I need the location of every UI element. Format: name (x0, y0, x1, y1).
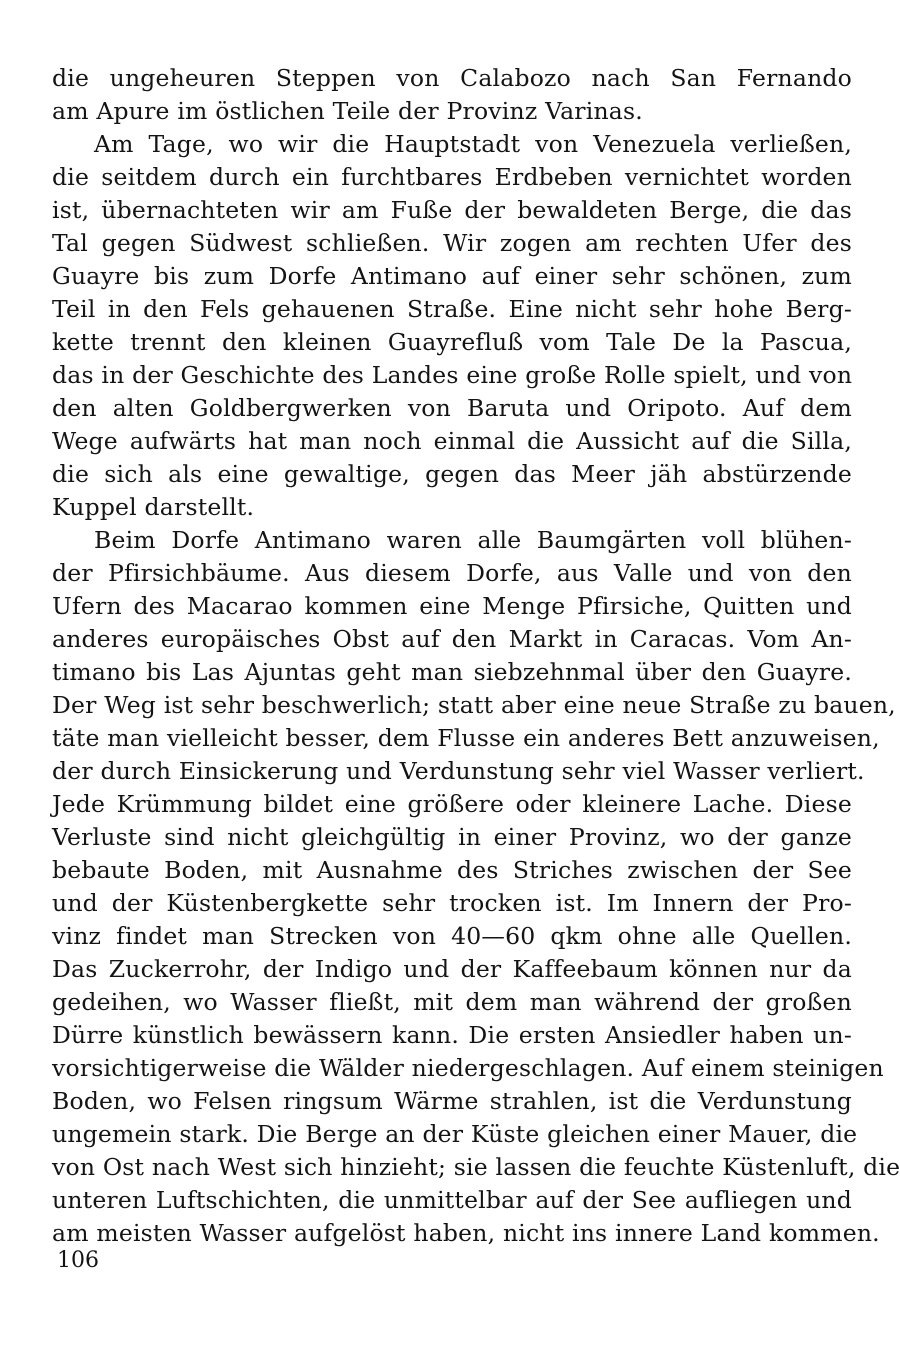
text-line: gedeihen, wo Wasser fließt, mit dem man während der großen (52, 988, 852, 1016)
text-line: vinz findet man Strecken von 40—60 qkm ohne alle Quellen. (52, 922, 852, 950)
paragraph (52, 128, 852, 524)
text-line: Am Tage, wo wir die Hauptstadt von Venezuela verließen, (94, 130, 852, 158)
text-line: timano bis Las Ajuntas geht man siebzehnmal über den Guayre. (52, 658, 852, 686)
text-line: am Apure im östlichen Teile der Provinz Varinas. (52, 97, 643, 125)
text-line: vorsichtigerweise die Wälder niedergeschlagen. Auf einem steinigen (52, 1054, 884, 1082)
text-line: bebaute Boden, mit Ausnahme des Striches zwischen der See (52, 856, 852, 884)
text-line: Ufern des Macarao kommen eine Menge Pfirsiche, Quitten und (52, 592, 852, 620)
page-number: 106 (57, 1248, 99, 1273)
text-line: das in der Geschichte des Landes eine große Rolle spielt, und von (52, 361, 853, 389)
text-line: Guayre bis zum Dorfe Antimano auf einer sehr schönen, zum (52, 262, 852, 290)
text-line: Das Zuckerrohr, der Indigo und der Kaffeebaum können nur da (52, 955, 852, 983)
paragraph (52, 524, 900, 1250)
text-line: Boden, wo Felsen ringsum Wärme strahlen, ist die Verdunstung (52, 1087, 852, 1115)
page-body (52, 62, 900, 1250)
text-line: täte man vielleicht besser, dem Flusse ein anderes Bett anzuweisen, (52, 724, 880, 752)
text-line: Tal gegen Südwest schließen. Wir zogen am rechten Ufer des (52, 229, 852, 257)
text-line: unteren Luftschichten, die unmittelbar auf der See aufliegen und (52, 1186, 852, 1214)
text-line: am meisten Wasser aufgelöst haben, nicht ins innere Land kommen. (52, 1219, 880, 1247)
text-line: die sich als eine gewaltige, gegen das Meer jäh abstürzende (52, 460, 852, 488)
text-line: Beim Dorfe Antimano waren alle Baumgärten voll blühen- (94, 526, 852, 554)
text-line: Dürre künstlich bewässern kann. Die ersten Ansiedler haben un- (52, 1021, 852, 1049)
text-line: ungemein stark. Die Berge an der Küste gleichen einer Mauer, die (52, 1120, 858, 1148)
text-line: Verluste sind nicht gleichgültig in einer Provinz, wo der ganze (52, 823, 852, 851)
text-line: der durch Einsickerung und Verdunstung sehr viel Wasser verliert. (52, 757, 865, 785)
text-line: ist, übernachteten wir am Fuße der bewaldeten Berge, die das (52, 196, 852, 224)
text-line: der Pfirsichbäume. Aus diesem Dorfe, aus Valle und von den (52, 559, 852, 587)
text-line: den alten Goldbergwerken von Baruta und Oripoto. Auf dem (52, 394, 852, 422)
text-line: die seitdem durch ein furchtbares Erdbeben vernichtet worden (52, 163, 852, 191)
text-line: Teil in den Fels gehauenen Straße. Eine nicht sehr hohe Berg- (52, 295, 852, 323)
paragraph (52, 62, 852, 128)
text-line: Jede Krümmung bildet eine größere oder kleinere Lache. Diese (52, 790, 852, 818)
text-line: Kuppel darstellt. (52, 493, 255, 521)
text-line: Der Weg ist sehr beschwerlich; statt aber eine neue Straße zu bauen, (52, 691, 896, 719)
text-line: Wege aufwärts hat man noch einmal die Aussicht auf die Silla, (52, 427, 852, 455)
text-line: von Ost nach West sich hinzieht; sie lassen die feuchte Küstenluft, die (52, 1153, 900, 1181)
text-line: die ungeheuren Steppen von Calabozo nach San Fernando (52, 64, 852, 92)
text-line: kette trennt den kleinen Guayrefluß vom Tale De la Pascua, (52, 328, 852, 356)
text-line: und der Küstenbergkette sehr trocken ist. Im Innern der Pro- (52, 889, 852, 917)
text-line: anderes europäisches Obst auf den Markt in Caracas. Vom An- (52, 625, 852, 653)
